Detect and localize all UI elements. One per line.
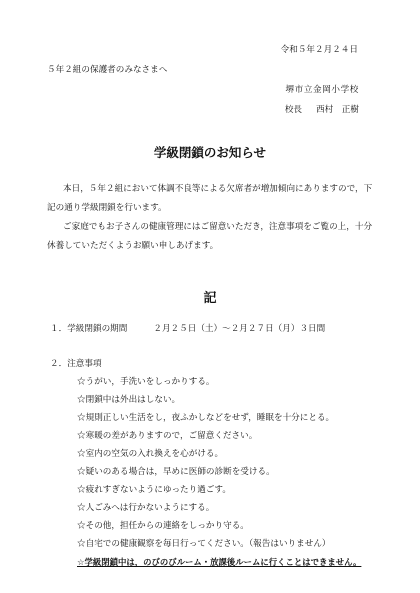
period-label: １．学級閉鎖の期間 <box>50 324 128 334</box>
principal-name: 西村 正樹 <box>316 105 359 115</box>
document-title: 学級閉鎖のお知らせ <box>153 145 267 160</box>
period-value: ２月２５日（土）～２月２７日（月）３日間 <box>153 324 326 334</box>
note-item-emphasis: ☆学級閉鎖中は，のびのびルーム・放課後ルームに行くことはできません。 <box>77 557 362 567</box>
school-name: 堺市立金岡小学校 <box>285 85 359 95</box>
ki-heading: 記 <box>203 291 217 306</box>
note-item: ☆疲れすぎないようにゆったり過ごす。 <box>77 485 231 495</box>
note-item: ☆閉鎖中は外出はしない。 <box>77 395 181 405</box>
note-item: ☆その他，担任からの連絡をしっかり守る。 <box>77 521 249 531</box>
note-item: ☆規則正しい生活をし，夜ふかしなどをせず，睡眠を十分にとる。 <box>77 413 335 423</box>
note-item: ☆自宅での健康観察を毎日行ってください。（報告はいりません） <box>77 539 331 549</box>
notice-date: 令和５年２月２４日 <box>280 45 358 55</box>
body-paragraph-1 <box>47 180 377 218</box>
notes-heading: ２．注意事項 <box>50 359 102 369</box>
note-item: ☆室内の空気の入れ換えを心がける。 <box>77 449 224 459</box>
note-item: ☆人ごみへは行かないようにする。 <box>77 503 215 513</box>
paragraph-1-text: 本日，５年２組において体調不良等による欠席者が増加傾向にありますので，下記の通り学級閉鎖を行います。 <box>47 184 373 213</box>
note-item: ☆寒暖の差がありますので，ご留意ください。 <box>77 431 258 441</box>
body-paragraph-2 <box>47 218 377 256</box>
principal-title: 校長 <box>284 105 303 115</box>
note-item: ☆疑いのある場合は，早めに医師の診断を受ける。 <box>77 467 275 477</box>
principal-signature <box>285 106 359 115</box>
recipient-line: ５年２組の保護者のみなさまへ <box>47 65 168 75</box>
paragraph-2-text: ご家庭でもお子さんの健康管理にはご留意いただき，注意事項をご覧の上，十分休養していただくようお願い申しあげます。 <box>47 222 373 251</box>
note-item: ☆うがい，手洗いをしっかりする。 <box>77 377 215 387</box>
closure-period-item <box>50 325 325 334</box>
